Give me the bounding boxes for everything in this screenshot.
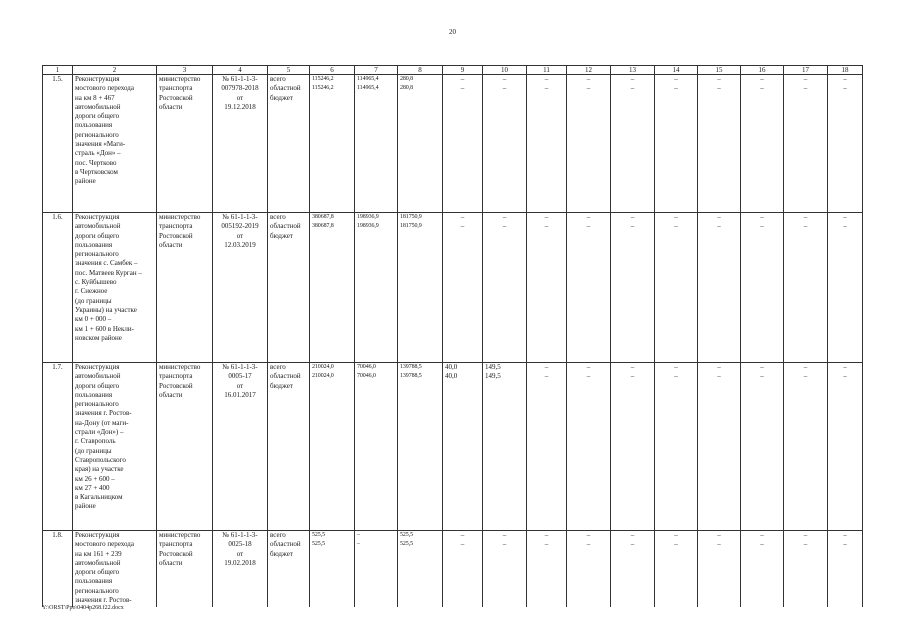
value-c11 [527,363,567,531]
expertise-document [213,75,268,213]
funding-source-line: областной [270,372,301,381]
value-c13-line: – [630,75,635,83]
expertise-document-line: 0025-18 [228,540,252,549]
value-c17 [784,75,828,213]
value-c9-line: 40,0 [445,372,458,381]
value-c18-line: – [843,372,847,381]
object-name-line: (до границы [75,296,112,305]
value-c10-line: – [502,540,507,549]
object-name-line: Реконструкция [75,213,120,221]
expertise-document-line: 007978-2018 [221,84,259,93]
value-c17-line: – [803,213,808,221]
value-c10 [483,531,527,607]
column-number-header: 3 [157,66,213,75]
value-c14 [655,75,698,213]
column-number-header: 15 [698,66,741,75]
value-c8-line: 181750,9 [400,214,422,220]
value-c9 [443,531,483,607]
object-name-line: г. Ставрополь [75,437,116,446]
responsible-organization-line: транспорта [159,84,193,93]
column-number-header: 2 [73,66,157,75]
value-c10-line: – [502,531,507,539]
value-c16 [741,363,784,531]
value-c15-line: – [717,372,721,381]
value-c18-line: – [843,540,847,549]
column-number-header: 13 [611,66,655,75]
object-name-line: пользования [75,121,113,130]
responsible-organization-line: Ростовской [159,231,193,240]
value-c7-line: – [357,541,360,548]
value-c12-line: – [586,531,591,539]
value-c14-line: – [674,540,678,549]
value-c18 [828,363,863,531]
value-c7 [355,75,398,213]
value-c9-line: 40,0 [445,363,458,371]
expertise-document [213,363,268,531]
value-c12-line: – [586,213,591,221]
value-c14-line: – [674,363,678,371]
value-c6-line: 525,5 [312,532,326,538]
object-name-line: пользования [75,390,113,399]
value-c9 [443,363,483,531]
object-name-line: пользования [75,240,113,249]
value-c17-line: – [803,84,808,93]
value-c16-line: – [760,222,764,231]
object-name [73,213,157,363]
value-c9-line: – [460,222,465,231]
expertise-document-line: 19.12.2018 [224,102,256,111]
value-c11-line: – [544,531,549,539]
value-c17-line: – [803,75,808,83]
object-name-line: с. Куйбышево [75,278,117,287]
value-c7-line: 70046,0 [357,373,376,380]
responsible-organization [157,213,213,363]
expertise-document-line: от [236,93,244,102]
object-name-line: новском районе [75,333,122,342]
value-c11-line: – [544,84,549,93]
expertise-document [213,213,268,363]
expertise-document-line: от [236,549,244,558]
funding-source [268,213,310,363]
expertise-document-line: 19.02.2018 [224,558,256,567]
funding-source-line: всего [270,363,286,371]
expertise-document-line: № 61-1-1-3- [222,213,258,221]
object-name [73,531,157,607]
responsible-organization-line: министерство [159,363,201,371]
value-c17-line: – [803,222,808,231]
responsible-organization-line: министерство [159,213,201,221]
value-c7 [355,531,398,607]
value-c13 [611,363,655,531]
value-c14-line: – [674,213,678,221]
funding-source-line: бюджет [270,549,293,558]
value-c10-line: – [502,213,507,221]
object-name-line: на-Дону (от маги- [75,418,129,427]
object-name-line: регионального [75,130,119,139]
value-c9 [443,213,483,363]
value-c13-line: – [630,222,635,231]
funding-source-line: всего [270,531,286,539]
table-body [43,66,863,607]
value-c8-line: 525,5 [400,541,414,548]
value-c7-line: 114965,4 [357,85,379,92]
object-name-line: Реконструкция [75,363,120,371]
value-c12 [567,75,611,213]
investment-table [42,65,863,607]
value-c15-line: – [717,540,721,549]
object-name-line: км 26 + 600 – [75,474,115,483]
value-c14 [655,363,698,531]
responsible-organization-line: области [159,240,183,249]
expertise-document-line: от [236,231,244,240]
funding-source-line: областной [270,222,301,231]
object-name-line: автомобильной [75,222,121,231]
value-c17-line: – [803,363,808,371]
column-number-header: 14 [655,66,698,75]
responsible-organization-line: транспорта [159,372,193,381]
value-c13 [611,531,655,607]
object-name-line: км 1 + 600 в Некли- [75,324,134,333]
value-c17-line: – [803,540,808,549]
funding-source-line: всего [270,213,286,221]
value-c8-line: 280,8 [400,85,414,92]
object-name-line: Реконструкция [75,75,120,83]
value-c11 [527,531,567,607]
value-c10 [483,75,527,213]
column-number-header: 12 [567,66,611,75]
value-c6-line: 115246,2 [312,85,334,92]
value-c18-line: – [843,531,847,539]
value-c8 [398,531,443,607]
funding-source-line: бюджет [270,93,293,102]
column-number-header: 1 [43,66,73,75]
value-c12-line: – [586,84,591,93]
footer-file-path: Y:\ORST\Ppo\0404p268.f22.docx [42,605,124,611]
row-number: 1.7. [43,363,73,531]
object-name-line: значения г. Ростов- [75,409,132,418]
value-c18 [828,75,863,213]
value-c16 [741,213,784,363]
value-c12-line: – [586,222,591,231]
expertise-document-line: от [236,381,244,390]
object-name-line: автомобильной [75,558,121,567]
value-c13 [611,75,655,213]
value-c9-line: – [460,213,465,221]
page-number: 20 [449,28,456,36]
value-c14-line: – [674,222,678,231]
object-name-line: пользования [75,577,113,586]
value-c15-line: – [717,213,721,221]
value-c8-line: 181750,9 [400,223,422,230]
funding-source [268,75,310,213]
object-name-line: (до границы [75,446,112,455]
value-c14-line: – [674,531,678,539]
value-c10-line: – [502,222,507,231]
responsible-organization [157,75,213,213]
value-c6 [310,213,355,363]
value-c7-line: 114965,4 [357,76,379,82]
column-number-header: 7 [355,66,398,75]
value-c12-line: – [586,540,591,549]
value-c7-line: 70046,0 [357,364,376,370]
value-c10-line: 149,5 [485,363,501,371]
value-c15 [698,213,741,363]
funding-source-line: областной [270,540,301,549]
value-c8-line: 280,8 [400,76,414,82]
value-c11 [527,213,567,363]
value-c11-line: – [544,372,549,381]
expertise-document-line: 005192-2019 [221,222,259,231]
funding-source [268,531,310,607]
expertise-document-line: 12.03.2019 [224,240,256,249]
value-c18-line: – [843,222,847,231]
value-c8 [398,75,443,213]
funding-source-line: бюджет [270,381,293,390]
object-name-line: в Кагальницком [75,493,123,502]
expertise-document [213,531,268,607]
object-name-line: Украины) на участке [75,305,137,314]
value-c10-line: 149,5 [485,372,501,381]
value-c17 [784,363,828,531]
value-c7-line: 198936,9 [357,223,379,230]
value-c6-line: 115246,2 [312,76,334,82]
value-c8-line: 139788,5 [400,373,422,380]
object-name-line: г. Снежное [75,287,108,296]
object-name-line: регионального [75,586,119,595]
object-name-line: Ставропольского [75,455,126,464]
value-c8 [398,363,443,531]
object-name-line: районе [75,502,96,511]
column-number-header: 17 [784,66,828,75]
responsible-organization-line: области [159,558,183,567]
object-name-line: мостового перехода [75,84,134,93]
value-c9-line: – [460,75,465,83]
value-c15-line: – [717,75,721,83]
value-c13-line: – [630,540,635,549]
value-c15-line: – [717,531,721,539]
responsible-organization-line: министерство [159,531,201,539]
value-c12 [567,363,611,531]
value-c13-line: – [630,372,635,381]
responsible-organization-line: министерство [159,75,201,83]
value-c18-line: – [843,213,847,221]
row-number: 1.6. [43,213,73,363]
object-name-line: км 0 + 000 – [75,315,112,324]
value-c16-line: – [760,84,764,93]
value-c18 [828,531,863,607]
value-c9 [443,75,483,213]
column-number-header: 11 [527,66,567,75]
table-row [43,531,863,607]
row-number: 1.8. [43,531,73,607]
object-name-line: на км 161 + 239 [75,549,122,558]
value-c9-line: – [460,531,465,539]
responsible-organization-line: Ростовской [159,381,193,390]
table-row [43,213,863,363]
value-c12-line: – [586,75,591,83]
value-c16 [741,75,784,213]
object-name-line: регионального [75,400,119,409]
value-c16-line: – [760,531,764,539]
funding-source-line: областной [270,84,301,93]
value-c15-line: – [717,363,721,371]
responsible-organization-line: Ростовской [159,549,193,558]
value-c8 [398,213,443,363]
column-number-row [43,66,863,75]
value-c11-line: – [544,75,549,83]
column-number-header: 10 [483,66,527,75]
value-c6 [310,363,355,531]
value-c16-line: – [760,75,764,83]
object-name-line: км 27 + 400 [75,483,110,492]
value-c16 [741,531,784,607]
object-name [73,75,157,213]
object-name-line: мостового перехода [75,540,134,549]
column-number-header: 16 [741,66,784,75]
value-c14-line: – [674,75,678,83]
value-c6-line: 210024,0 [312,364,334,370]
value-c10-line: – [502,84,507,93]
value-c11-line: – [544,222,549,231]
object-name-line: районе [75,177,96,186]
value-c15-line: – [717,222,721,231]
expertise-document-line: 16.01.2017 [224,390,256,399]
value-c17 [784,213,828,363]
value-c13-line: – [630,531,635,539]
responsible-organization-line: области [159,102,183,111]
value-c6-line: 210024,0 [312,373,334,380]
value-c9-line: – [460,540,465,549]
row-number: 1.5. [43,75,73,213]
value-c6 [310,531,355,607]
responsible-organization-line: Ростовской [159,93,193,102]
object-name-line: значения «Маги- [75,140,126,149]
value-c8-line: 525,5 [400,532,414,538]
value-c12 [567,213,611,363]
value-c18-line: – [843,363,847,371]
value-c17-line: – [803,531,808,539]
value-c9-line: – [460,84,465,93]
value-c12 [567,531,611,607]
table-row [43,75,863,213]
value-c16-line: – [760,372,764,381]
value-c18-line: – [843,75,847,83]
value-c10 [483,363,527,531]
object-name-line: дороги общего [75,568,120,577]
value-c13-line: – [630,84,635,93]
expertise-document-line: № 61-1-1-3- [222,363,258,371]
value-c7-line: 198936,9 [357,214,379,220]
funding-source-line: всего [270,75,286,83]
value-c11-line: – [544,540,549,549]
column-number-header: 6 [310,66,355,75]
object-name-line: автомобильной [75,102,121,111]
object-name-line: края) на участке [75,465,124,474]
value-c6-line: 525,5 [312,541,326,548]
value-c15 [698,75,741,213]
value-c12-line: – [586,372,591,381]
value-c13-line: – [630,213,635,221]
value-c14-line: – [674,372,678,381]
funding-source-line: бюджет [270,231,293,240]
object-name-line: автомобильной [75,372,121,381]
object-name-line: в Чертковском [75,167,118,176]
column-number-header: 9 [443,66,483,75]
value-c17 [784,531,828,607]
value-c17-line: – [803,372,808,381]
value-c8-line: 139788,5 [400,364,422,370]
value-c6-line: 380687,8 [312,214,334,220]
object-name-line: значения с. Самбек – [75,259,138,268]
funding-source [268,363,310,531]
object-name-line: пос. Матвеев Курган – [75,268,142,277]
expertise-document-line: № 61-1-1-3- [222,531,258,539]
value-c6 [310,75,355,213]
value-c18-line: – [843,84,847,93]
value-c7 [355,363,398,531]
column-number-header: 8 [398,66,443,75]
value-c11 [527,75,567,213]
value-c15 [698,363,741,531]
responsible-organization-line: области [159,390,183,399]
value-c18 [828,213,863,363]
value-c16-line: – [760,213,764,221]
value-c14-line: – [674,84,678,93]
object-name-line: страль «Дон» – [75,149,121,158]
value-c11-line: – [544,213,549,221]
object-name-line: значения г. Ростов- [75,596,132,605]
object-name-line: Реконструкция [75,531,120,539]
object-name-line: дороги общего [75,112,120,121]
value-c11-line: – [544,363,549,371]
value-c12-line: – [586,363,591,371]
value-c15 [698,531,741,607]
column-number-header: 4 [213,66,268,75]
responsible-organization-line: транспорта [159,222,193,231]
value-c16-line: – [760,363,764,371]
column-number-header: 5 [268,66,310,75]
value-c7-line: – [357,532,360,538]
responsible-organization [157,363,213,531]
value-c15-line: – [717,84,721,93]
expertise-document-line: № 61-1-1-3- [222,75,258,83]
responsible-organization-line: транспорта [159,540,193,549]
responsible-organization [157,531,213,607]
value-c14 [655,213,698,363]
value-c14 [655,531,698,607]
object-name-line: дороги общего [75,231,120,240]
object-name-line: регионального [75,250,119,259]
expertise-document-line: 0005-17 [228,372,252,381]
object-name-line: страли «Дон») – [75,428,124,437]
value-c6-line: 380687,8 [312,223,334,230]
object-name-line: на км 8 + 467 [75,93,115,102]
object-name-line: дороги общего [75,381,120,390]
value-c13 [611,213,655,363]
value-c16-line: – [760,540,764,549]
value-c7 [355,213,398,363]
value-c13-line: – [630,363,635,371]
table-row [43,363,863,531]
object-name [73,363,157,531]
value-c10 [483,213,527,363]
column-number-header: 18 [828,66,863,75]
value-c10-line: – [502,75,507,83]
object-name-line: пос. Чертково [75,158,117,167]
